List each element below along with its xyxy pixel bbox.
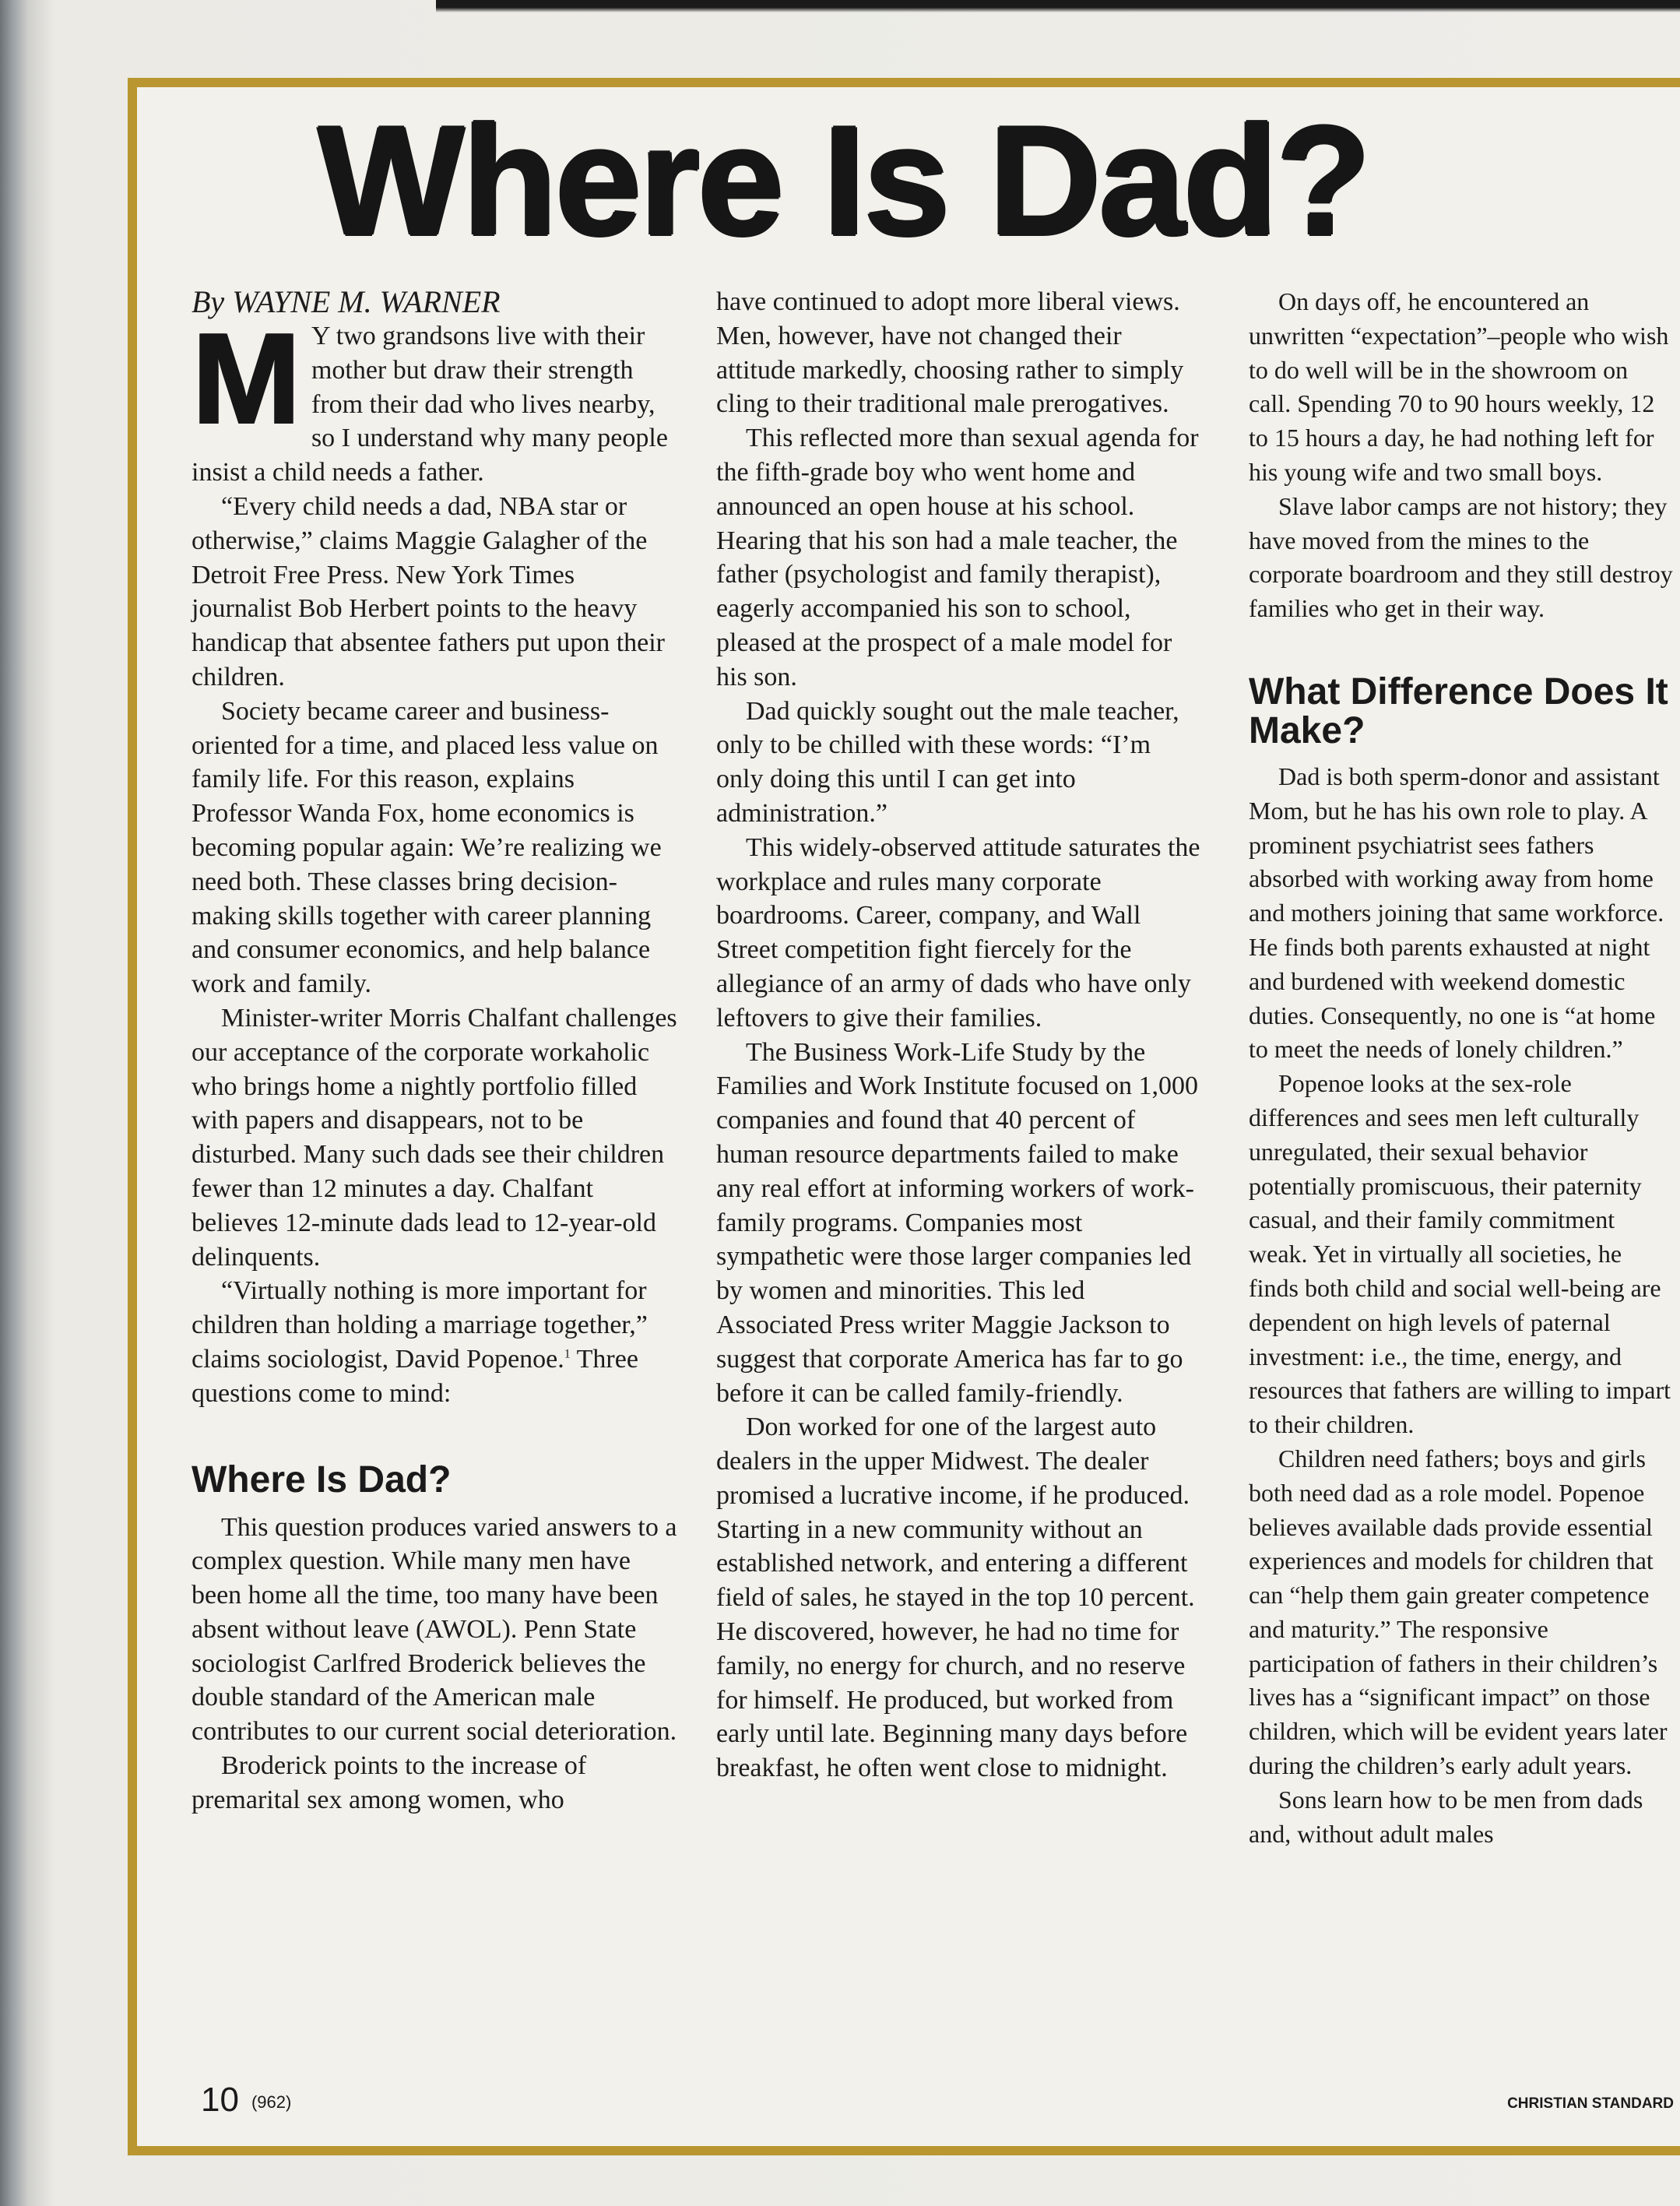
paragraph: Dad is both sperm-donor and assistant Mom, but he has his own role to play. A prominent psychiatrist sees fathers absorbed with working away from home and mothers joining that same workforce. He finds both parents exhausted at night and burdened with weekend domestic duties. Consequently, no one is “at home to meet the needs of lonely children.” (1249, 762, 1664, 1064)
column-3 (1249, 285, 1674, 1851)
running-head: CHRISTIAN STANDARD (1507, 2095, 1674, 2112)
paragraph: On days off, he encountered an unwritten “expectation”–people who wish to do well will be in the showroom on call. Spending 70 to 90 hours weekly, 12 to 15 hours a day, he had nothing left for his young wife and two small boys. (1249, 287, 1669, 486)
page-code: (962) (251, 2092, 292, 2112)
paragraph: This widely-observed attitude saturates the workplace and rules many corporate boardrooms. Career, company, and Wall Street competition fight fiercely for the allegiance of an army of dads who have only leftovers to give their families. (716, 832, 1200, 1033)
paragraph: Sons learn how to be men from dads and, without adult males (1249, 1785, 1643, 1848)
section-heading-where-is-dad: Where Is Dad? (192, 1458, 452, 1501)
paragraph: Children need fathers; boys and girls both need dad as a role model. Popenoe believes available dads provide essential experiences and models for children that can “help them gain greater competence and maturity.” The responsive participation of fathers in their children’s lives has a “significant impact” on those children, which will be evident years later during the children’s early adult years. (1249, 1444, 1668, 1780)
paragraph: This question produces varied answers to a complex question. While many men have been home all the time, too many have been absent without leave (AWOL). Penn State sociologist Carlfred Broderick believes the double standard of the American male contributes to our current social deterioration. (192, 1512, 677, 1747)
paragraph: The Business Work-Life Study by the Families and Work Institute focused on 1,000 companies and found that 40 percent of human resource departments failed to make any real effort at informing workers of work-family programs. Companies most sympathetic were those larger companies led by women and minorities. This led Associated Press writer Maggie Jackson to suggest that corporate America has far to go before it can be called family-friendly. (716, 1037, 1198, 1408)
page-edge-shadow (436, 0, 1680, 12)
lead-text: Y two grandsons live with their mother but draw their strength from their dad who lives nearby, so I understand why many people insist a child needs a father. (192, 322, 668, 487)
lead-paragraph (192, 305, 680, 490)
paragraph: “Every child needs a dad, NBA star or otherwise,” claims Maggie Galagher of the Detroit Free Press. New York Times journalist Bob Herbert points to the heavy handicap that absentee fathers put upon their children. (192, 491, 665, 691)
section-heading-what-difference: What Difference Does It Make? (1249, 670, 1668, 751)
paragraph (192, 1274, 680, 1410)
article-title: Where Is Dad? (318, 94, 1369, 268)
paragraph: Dad quickly sought out the male teacher, only to be chilled with these words: “I’m only doing this until I can get into administration.” (716, 696, 1179, 828)
column-1 (192, 285, 680, 1817)
paragraph: Broderick points to the increase of premarital sex among women, who (192, 1751, 587, 1814)
paragraph: Slave labor camps are not history; they have moved from the mines to the corporate boardroom and they still destroy families who get in their way. (1249, 491, 1673, 623)
paragraph-text: Three questions come to mind: (192, 1344, 638, 1408)
paragraph: Minister-writer Morris Chalfant challenges our acceptance of the corporate workaholic who brings home a nightly portfolio filled with papers and disappears, not to be disturbed. Many such dads see their children fewer than 12 minutes a day. Chalfant believes 12-minute dads lead to 12-year-old delinquents. (192, 1003, 677, 1272)
paragraph: have continued to adopt more liberal views. Men, however, have not changed their attitude markedly, choosing rather to simply cling to their traditional male prerogatives. (716, 287, 1184, 419)
byline: By WAYNE M. WARNER (192, 284, 501, 319)
paragraph: Don worked for one of the largest auto dealers in the upper Midwest. The dealer promised a lucrative income, if he produced. Starting in a new community without an established network, and entering a different field of sales, he stayed in the top 10 percent. He discovered, however, he had no time for family, no energy for church, and no reserve for himself. He produced, but worked from early until late. Beginning many days before breakfast, he often went close to midnight. (716, 1413, 1195, 1783)
paragraph: This reflected more than sexual agenda for the fifth-grade boy who went home and announced an open house at his school. Hearing that his son had a male teacher, the father (psychologist and family therapist), eagerly accompanied his son to school, pleased at the prospect of a male model for his son. (716, 424, 1199, 691)
paragraph: Society became career and business-oriented for a time, and placed less value on family life. For this reason, explains Professor Wanda Fox, home economics is becoming popular again: We’re realizing we need both. These classes bring decision-making skills together with career planning and consumer economics, and help balance work and family. (192, 696, 662, 999)
page-folio (201, 2081, 291, 2122)
drop-cap: M (192, 305, 301, 452)
paragraph-text: “Virtually nothing is more important for children than holding a marriage together,” claims sociologist, David Popenoe. (192, 1276, 648, 1374)
paragraph: Popenoe looks at the sex-role differences and sees men left culturally unregulated, their sexual behavior potentially promiscuous, their paternity casual, and their family commitment weak. Yet in virtually all societies, he finds both child and social well-being are dependent on high levels of paternal investment: i.e., the time, energy, and resources that fathers are willing to impart to their children. (1249, 1069, 1671, 1439)
footnote-marker: 1 (564, 1347, 571, 1361)
page-number: 10 (201, 2081, 239, 2119)
column-2 (716, 285, 1200, 1786)
